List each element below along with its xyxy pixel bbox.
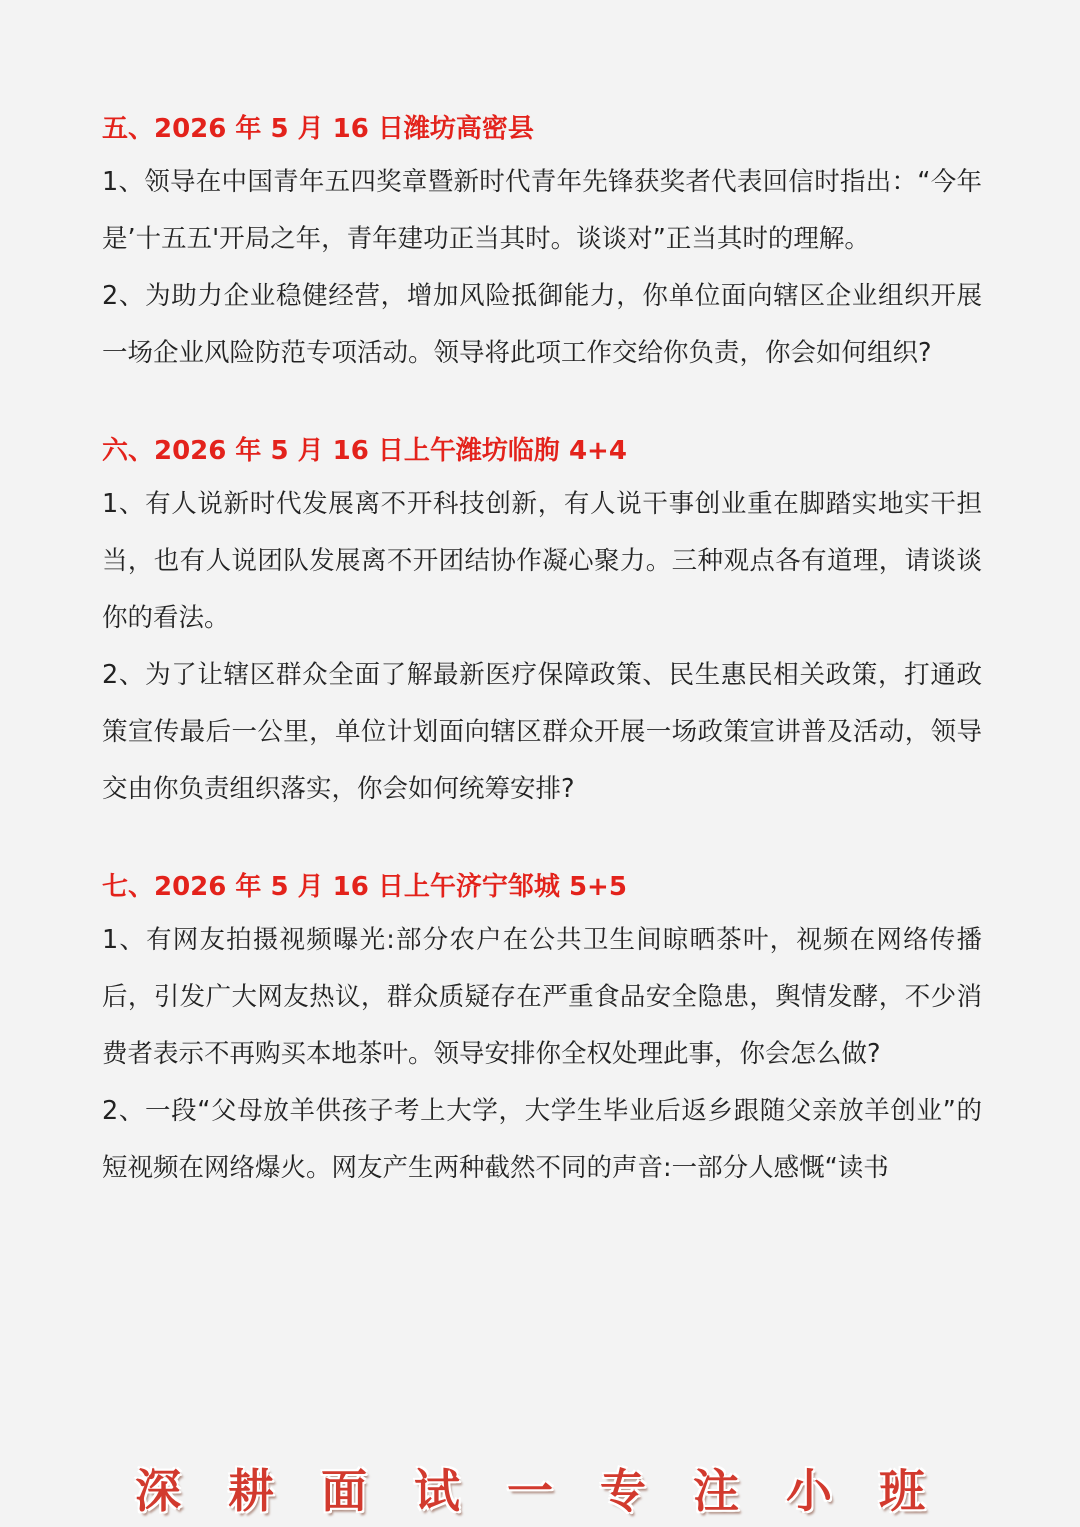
- footer-char: 深: [135, 1464, 181, 1518]
- section-title: 七、2026 年 5 月 16 日上午济宁邹城 5+5: [102, 872, 627, 902]
- document-body: [102, 104, 982, 1241]
- section-seven: [102, 862, 982, 1197]
- footer-char: 班: [879, 1464, 925, 1518]
- question-paragraph: 2、一段“父母放羊供孩子考上大学，大学生毕业后返乡跟随父亲放羊创业”的短视频在网络爆火。网友产生两种截然不同的声音:一部分人感慨“读书: [102, 1096, 982, 1183]
- footer-char: 一: [507, 1464, 553, 1518]
- footer-char: 试: [414, 1464, 460, 1518]
- footer-slogan: [128, 1456, 932, 1526]
- question-paragraph: 1、有网友拍摄视频曝光:部分农户在公共卫生间晾晒茶叶，视频在网络传播后，引发广大网友热议，群众质疑存在严重食品安全隐患，舆情发酵，不少消费者表示不再购买本地茶叶。领导安排你全权处理此事，你会怎么做?: [102, 925, 982, 1069]
- section-title: 五、2026 年 5 月 16 日潍坊高密县: [102, 114, 534, 144]
- section-title: 六、2026 年 5 月 16 日上午潍坊临朐 4+4: [102, 436, 627, 466]
- footer-banner: [0, 1456, 1080, 1526]
- section-five: [102, 104, 982, 382]
- question-paragraph: 1、有人说新时代发展离不开科技创新，有人说干事创业重在脚踏实地实干担当，也有人说团队发展离不开团结协作凝心聚力。三种观点各有道理，请谈谈你的看法。: [102, 489, 982, 633]
- footer-char: 注: [693, 1464, 739, 1518]
- footer-char: 小: [786, 1464, 832, 1518]
- footer-char: 耕: [228, 1464, 274, 1518]
- question-paragraph: 1、领导在中国青年五四奖章暨新时代青年先锋获奖者代表回信时指出：“今年是’十五五'开局之年，青年建功正当其时。谈谈对”正当其时的理解。: [102, 167, 982, 254]
- footer-char: 专: [600, 1464, 646, 1518]
- question-paragraph: 2、为助力企业稳健经营，增加风险抵御能力，你单位面向辖区企业组织开展一场企业风险防范专项活动。领导将此项工作交给你负责，你会如何组织?: [102, 281, 982, 368]
- footer-char: 面: [321, 1464, 367, 1518]
- question-paragraph: 2、为了让辖区群众全面了解最新医疗保障政策、民生惠民相关政策，打通政策宣传最后一公里，单位计划面向辖区群众开展一场政策宣讲普及活动，领导交由你负责组织落实，你会如何统筹安排?: [102, 660, 982, 804]
- section-six: [102, 426, 982, 818]
